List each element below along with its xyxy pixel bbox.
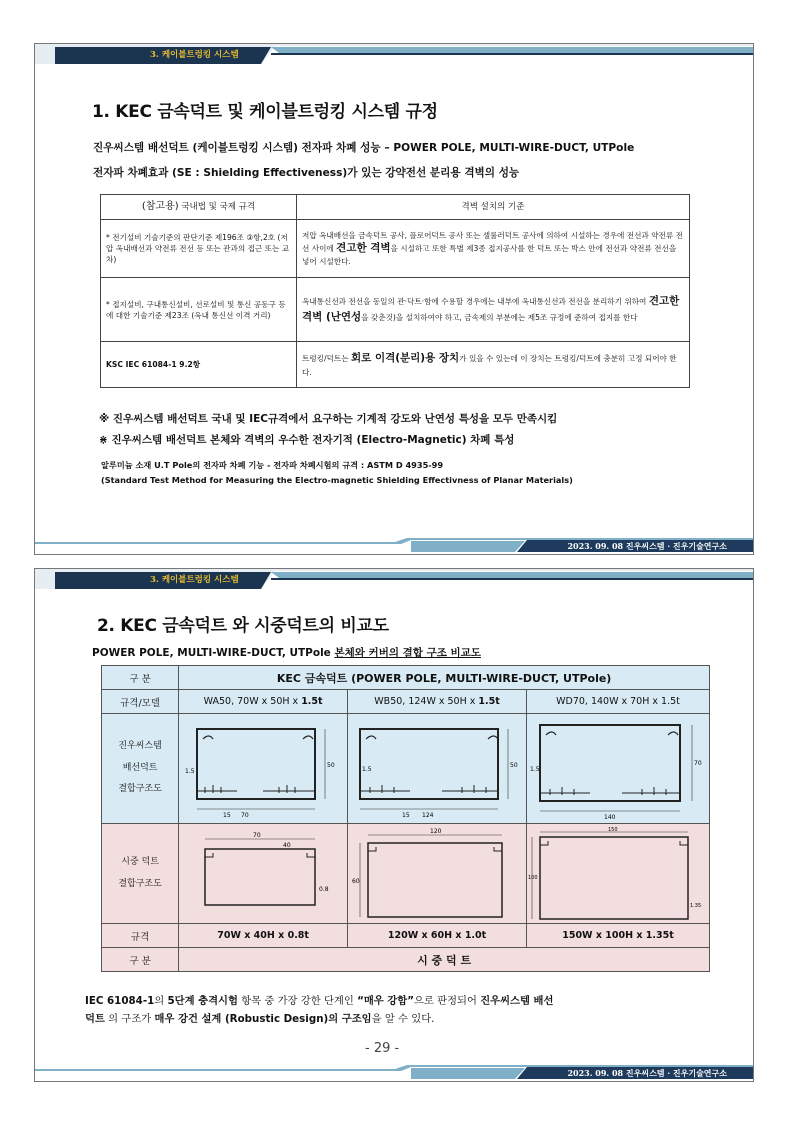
subtitle-emphasis: 본체와 커버의 결합 구조 비교도 xyxy=(334,647,481,659)
cmp-head-spec: 규격 xyxy=(102,924,179,948)
table-row xyxy=(101,278,690,342)
jinwoo-label-line-2: 배선덕트 xyxy=(122,762,158,773)
market-spec-3: 150W x 100H x 1.35t xyxy=(527,924,710,948)
market-spec-2: 120W x 60H x 1.0t xyxy=(348,924,527,948)
duct-drawing-wb50 xyxy=(352,717,522,821)
dim-d3-thickness: 1.5 xyxy=(530,765,540,773)
subtitle-products: POWER POLE, MULTI-WIRE-DUCT, UTPole xyxy=(92,647,335,659)
cmp-head-model: 규격/모델 xyxy=(102,690,179,714)
slide-2-conclusion xyxy=(85,993,725,1028)
dim-d3-width: 140 xyxy=(604,813,616,821)
dim-d1-width: 70 xyxy=(241,811,249,819)
slide-1-note-1: ※ 진우씨스템 배선덕트 국내 및 IEC규격에서 요구하는 기계적 강도와 난연성 특성을 모두 만족시킴 xyxy=(99,413,558,425)
dim-m1-width: 70 xyxy=(253,831,261,839)
cmp-model-3 xyxy=(527,690,710,714)
dim-m1-thickness: 0.8 xyxy=(319,885,329,893)
jinwoo-label-line-1: 진우씨스템 xyxy=(118,741,162,752)
slide-2-header-bar xyxy=(35,569,753,589)
reg-table-head-right: 격벽 설치의 기준 xyxy=(297,195,690,220)
reg-row-3-text-a: 트렁킹/덕트는 xyxy=(302,354,351,364)
slide-2-header-title: 3. 케이블트렁킹 시스템 xyxy=(150,575,239,585)
market-drawing-3 xyxy=(527,824,710,924)
conclusion-text-1: 항목 중 가장 강한 단계인 xyxy=(237,995,358,1007)
dim-d2-height: 50 xyxy=(510,761,518,769)
cmp-market-name: 시 중 덕 트 xyxy=(179,948,710,972)
dim-d2-thickness: 1.5 xyxy=(362,765,372,773)
model-1-thickness: 1.5t xyxy=(301,696,323,707)
reg-row-2-text-b: 을 갖춘것)을 설치하여야 하고, 금속제의 부분에는 제5조 규정에 준하여 접지를 한다 xyxy=(361,312,638,322)
cmp-head-category-bottom: 구 분 xyxy=(102,948,179,972)
duct-drawing-wd70 xyxy=(528,717,708,821)
reg-table-head-left-ref: (참고용) xyxy=(141,200,179,212)
slide-1-note-2: ⋇ 진우씨스템 배선덕트 본체와 격벽의 우수한 전자기적 (Electro-Magnetic) 차폐 특성 xyxy=(99,434,515,446)
dim-d1-a: 15 xyxy=(223,811,231,819)
dim-m2-width: 120 xyxy=(430,827,442,835)
slide-1 xyxy=(34,43,754,555)
cmp-head-category: 구 분 xyxy=(102,666,179,690)
market-spec-1: 70W x 40H x 0.8t xyxy=(179,924,348,948)
dim-m1-height: 40 xyxy=(283,841,291,849)
table-row xyxy=(101,342,690,388)
conclusion-impact-test: 5단계 충격시험 xyxy=(167,995,238,1007)
reg-row-2-emphasis: 견고한 격벽 (난연성 xyxy=(302,295,680,323)
slide-1-header-bar xyxy=(35,44,753,64)
conclusion-text-4: 을 알 수 있다. xyxy=(371,1012,435,1025)
dim-d1-height: 50 xyxy=(327,761,335,769)
slide-1-intro-line-2: 전자파 차폐효과 (SE : Shielding Effectiveness)가 있는 강약전선 분리용 격벽의 성능 xyxy=(93,167,520,179)
model-3-text: WD70, 140W x 70H x 1.5t xyxy=(556,696,680,707)
reg-table-head-left-label: 국내법 및 국제 규격 xyxy=(178,201,256,212)
cmp-market-label xyxy=(102,824,179,924)
regulation-table xyxy=(100,194,690,388)
conclusion-company: 진우씨스템 배선 xyxy=(480,995,554,1007)
jinwoo-label-line-3: 결합구조도 xyxy=(118,784,162,795)
cmp-kec-header: KEC 금속덕트 (POWER POLE, MULTI-WIRE-DUCT, UTPole) xyxy=(179,666,710,690)
conclusion-robust-design: 매우 강건 설계 (Robustic Design)의 구조임 xyxy=(154,1012,372,1025)
dim-m3-width: 150 xyxy=(608,826,618,833)
reg-row-1-right xyxy=(297,220,690,278)
conclusion-very-strong: “매우 강함” xyxy=(357,995,414,1007)
conclusion-particle: 의 xyxy=(154,995,168,1007)
slide-1-title: 1. KEC 금속덕트 및 케이블트렁킹 시스템 규정 xyxy=(92,102,438,122)
market-duct-drawing-1 xyxy=(183,827,343,921)
slide-1-header-title: 3. 케이블트렁킹 시스템 xyxy=(150,50,239,60)
reg-row-1-left: * 전기설비 기술기준의 판단기준 제196조 ③항,2호 (저압 옥내배선과 약전류 전선 등 또는 관과의 접근 또는 교차) xyxy=(101,220,297,278)
reg-row-3-right xyxy=(297,342,690,388)
conclusion-text-2: 으로 판정되어 xyxy=(413,995,481,1007)
reg-table-head-left xyxy=(101,195,297,220)
jinwoo-drawing-1 xyxy=(179,714,348,824)
dim-d2-a: 15 xyxy=(402,811,410,819)
reg-row-2-text-a: 옥내통신선과 전선을 동일의 관·닥트·함에 수용할 경우에는 내부에 옥내통신선과 전선을 분리하기 위하여 xyxy=(302,297,649,307)
slide-1-intro-line-1: 진우씨스템 배선덕트 (케이블트렁킹 시스템) 전자파 차폐 성능 – POWER POLE, MULTI-WIRE-DUCT, UTPole xyxy=(93,142,635,154)
market-drawing-1 xyxy=(179,824,348,924)
conclusion-standard: IEC 61084-1 xyxy=(85,995,155,1007)
reg-row-3-left: KSC IEC 61084-1 9.2항 xyxy=(101,342,297,388)
reg-row-3-emphasis: 회로 이격(분리)용 장치 xyxy=(351,352,460,365)
slide-1-test-line-1: 알루미늄 소재 U.T Pole의 전자파 차폐 기능 - 전자파 차폐시험의 규격 : ASTM D 4935-99 xyxy=(101,460,444,470)
table-row xyxy=(101,220,690,278)
reg-row-2-right xyxy=(297,278,690,342)
slide-1-test-line-2: (Standard Test Method for Measuring the Electro-magnetic Shielding Effectivness of Planar Materials) xyxy=(101,475,573,485)
model-2-thickness: 1.5t xyxy=(478,696,500,707)
slide-2 xyxy=(34,568,754,1082)
page-number: - 29 - xyxy=(365,1041,400,1056)
conclusion-text-3: 의 구조가 xyxy=(104,1012,155,1025)
comparison-table xyxy=(101,665,710,972)
cmp-model-1 xyxy=(179,690,348,714)
dim-d1-thickness: 1.5 xyxy=(185,767,195,775)
slide-1-footer-text: 2023. 09. 08 진우씨스템 · 진우기술연구소 xyxy=(567,541,727,551)
market-label-line-2: 결합구조도 xyxy=(118,878,162,889)
dim-d3-height: 70 xyxy=(694,759,702,767)
market-drawing-2 xyxy=(348,824,527,924)
slide-2-subtitle xyxy=(92,645,481,660)
reg-row-1-text-b: 을 시설하고 또한 특별 제3종 접지공사를 한 덕트 또는 박스 안에 전선과 약전류 전선을 넣어 시설한다. xyxy=(302,243,677,267)
dim-m3-height: 100 xyxy=(528,874,538,881)
conclusion-duct: 덕트 xyxy=(85,1012,105,1025)
slide-2-title: 2. KEC 금속덕트 와 시중덕트의 비교도 xyxy=(97,616,389,636)
reg-row-1-emphasis: 견고한 격벽 xyxy=(336,241,391,254)
jinwoo-drawing-2 xyxy=(348,714,527,824)
cmp-model-2 xyxy=(348,690,527,714)
dim-d2-width: 124 xyxy=(422,811,434,819)
slide-2-footer-text: 2023. 09. 08 진우씨스템 · 진우기술연구소 xyxy=(567,1068,727,1078)
model-1-text: WA50, 70W x 50H x xyxy=(203,696,302,707)
reg-row-1-text-a: 저압 옥내배선을 금속덕트 공사, 플로어덕트 공사 또는 셀룰러덕트 공사에 의하여 시설하는 경우에 전선과 약전류 전선 사이에 xyxy=(302,230,683,253)
jinwoo-drawing-3 xyxy=(527,714,710,824)
duct-drawing-wa50 xyxy=(183,717,343,821)
reg-row-3-text-b: 가 있을 수 있는데 이 장치는 트렁킹/덕트에 충분히 고정 되어야 한다. xyxy=(302,354,677,377)
reg-row-2-left: * 접지설비, 구내통신설비, 선로설비 및 통신 공동구 등에 대한 기술기준 제23조 (옥내 통신선 이격 거리) xyxy=(101,278,297,342)
dim-m2-height: 60 xyxy=(352,877,360,885)
dim-m3-thickness: 1.35 xyxy=(690,902,702,909)
market-label-line-1: 시중 덕트 xyxy=(121,856,159,867)
market-duct-drawing-3 xyxy=(528,827,708,921)
model-2-text: WB50, 124W x 50H x xyxy=(374,696,479,707)
cmp-jinwoo-label xyxy=(102,714,179,824)
market-duct-drawing-2 xyxy=(352,827,522,921)
